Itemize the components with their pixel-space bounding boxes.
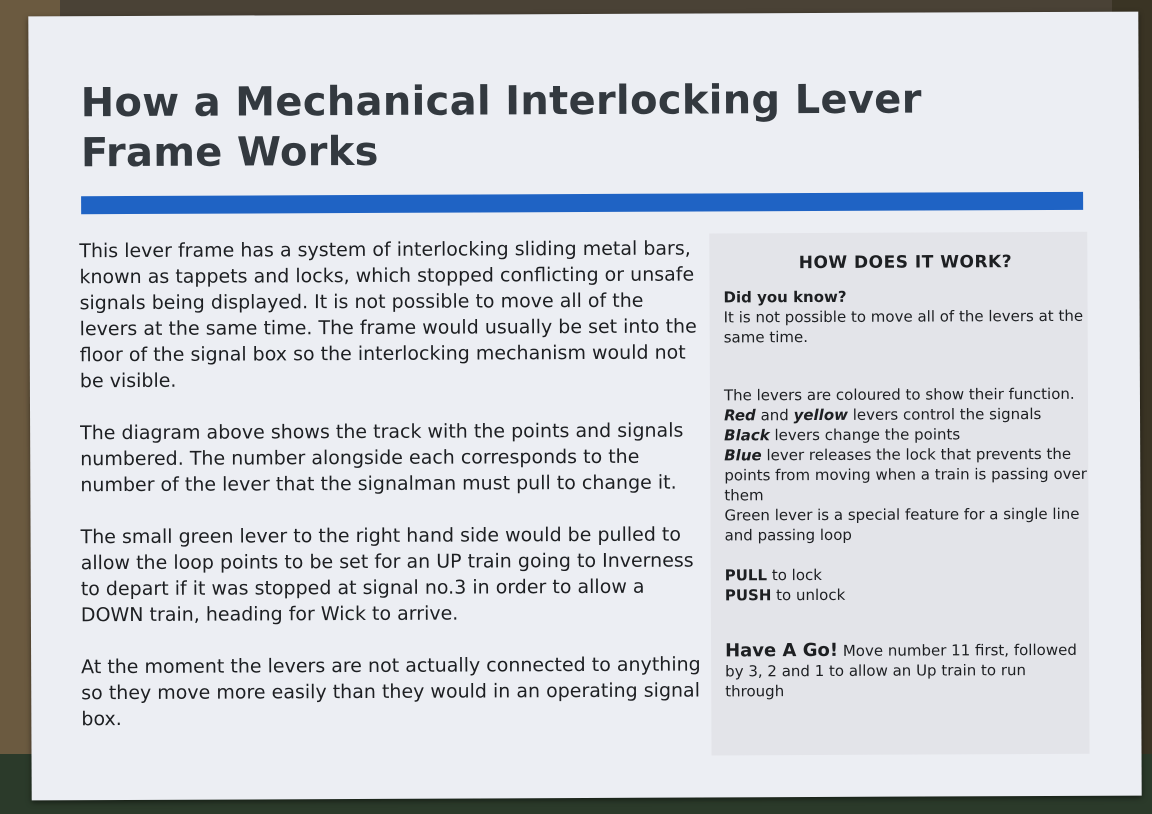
paragraph-diagram: The diagram above shows the track with the points and signals numbered. The number alongside each corresponds to the number of the lever that the signalman must pull to change it.	[80, 419, 684, 497]
page-title: How a Mechanical Interlocking Lever Frame Works	[80, 76, 922, 177]
push-text: to unlock	[776, 585, 846, 605]
green-line: Green lever is a special feature for a single line and passing loop	[724, 504, 1080, 545]
how-does-it-work-panel	[709, 232, 1089, 756]
black-word: Black	[724, 426, 770, 445]
colours-intro: The levers are coloured to show their function.	[723, 384, 1075, 405]
paragraph-tappets: This lever frame has a system of interlocking sliding metal bars, known as tappets and locks, which stopped conflicting or unsafe signals being displayed. It is not possible to move all of the levers at the same time. The frame would usually be set into the floor of the signal box so the interlocking mechanism would not be visible.	[79, 237, 697, 393]
blue-line	[724, 444, 1088, 506]
have-a-go-text: Move number 11 first, followed by 3, 2 and 1 to allow an Up train to run through	[725, 640, 1077, 701]
pull-word: PULL	[724, 566, 768, 585]
red-word: Red	[724, 406, 756, 425]
blue-word: Blue	[724, 446, 762, 465]
have-a-go-label: Have A Go!	[725, 639, 839, 662]
main-text-column	[79, 235, 701, 758]
pull-line	[725, 564, 1089, 586]
spacer	[724, 346, 1088, 386]
title-divider-bar	[81, 192, 1083, 214]
yellow-word: yellow	[793, 405, 849, 425]
spacer	[725, 604, 1089, 642]
push-word: PUSH	[724, 586, 772, 605]
have-a-go-line	[725, 640, 1089, 702]
sidebar-heading: HOW DOES IT WORK?	[798, 252, 1013, 274]
did-you-know-text: It is not possible to move all of the levers at the same time.	[723, 306, 1084, 347]
blue-text: lever releases the lock that prevents the points from moving when a train is passing over them	[724, 444, 1087, 505]
and-word: and	[760, 406, 789, 425]
push-line	[725, 584, 1089, 606]
did-you-know-label: Did you know?	[723, 287, 847, 307]
black-text: levers change the points	[774, 425, 961, 445]
black-line	[724, 424, 1088, 446]
paragraph-not-connected: At the moment the levers are not actually connected to anything so they move more easily than they would in an operating signal box.	[81, 653, 701, 731]
pull-text: to lock	[771, 565, 822, 585]
paragraph-green-lever: The small green lever to the right hand side would be pulled to allow the loop points to be set for an UP train going to Inverness to depart if it was stopped at signal no.3 in order to allow a DOWN train, heading for Wick to arrive.	[80, 523, 694, 627]
red-yellow-line	[724, 404, 1088, 426]
spacer	[725, 544, 1089, 566]
information-sign	[28, 12, 1141, 801]
red-yellow-text: levers control the signals	[852, 405, 1042, 424]
